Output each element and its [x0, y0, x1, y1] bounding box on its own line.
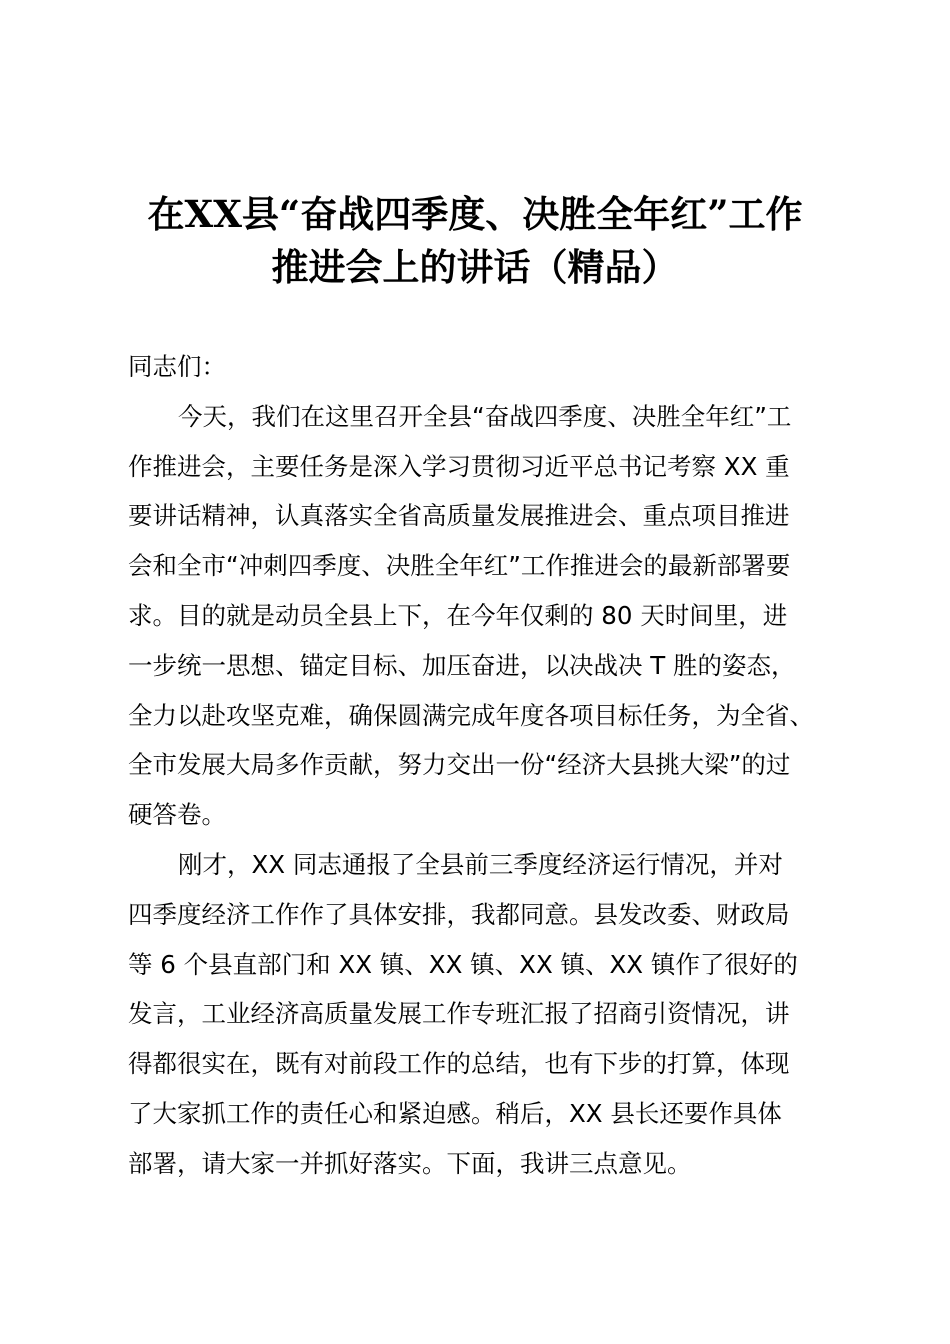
- document-body: [128, 342, 828, 1189]
- paragraph-2: [128, 840, 828, 1189]
- title-line-1: 在XX县“奋战四季度、决胜全年红”工作: [147, 192, 803, 236]
- paragraph-line: 发言，工业经济高质量发展工作专班汇报了招商引资情况，讲: [128, 999, 790, 1029]
- title-line-2: 推进会上的讲话（精品）: [271, 245, 679, 289]
- paragraph-line: 会和全市“冲刺四季度、决胜全年红”工作推进会的最新部署要: [128, 551, 791, 581]
- salutation: 同志们：: [128, 352, 226, 381]
- paragraph-line: 一步统一思想、锚定目标、加压奋进，以决战决 T 胜的姿态，: [128, 650, 796, 680]
- paragraph-line: 全市发展大局多作贡献，努力交出一份“经济大县挑大梁”的过: [128, 750, 791, 780]
- paragraph-line: 今天，我们在这里召开全县“奋战四季度、决胜全年红”工: [178, 401, 792, 431]
- paragraph-line: 刚才，XX 同志通报了全县前三季度经济运行情况，并对: [178, 849, 783, 879]
- paragraph-line: 硬答卷。: [128, 800, 226, 830]
- paragraph-1: [128, 392, 828, 840]
- paragraph-line: 求。目的就是动员全县上下，在今年仅剩的 80 天时间里，进: [128, 600, 788, 630]
- document-title: [100, 188, 850, 294]
- paragraph-line: 作推进会，主要任务是深入学习贯彻习近平总书记考察 XX 重: [128, 451, 790, 481]
- paragraph-line: 等 6 个县直部门和 XX 镇、XX 镇、XX 镇、XX 镇作了很好的: [128, 949, 798, 979]
- paragraph-line: 要讲话精神，认真落实全省高质量发展推进会、重点项目推进: [128, 501, 790, 531]
- paragraph-line: 部署，请大家一并抓好落实。下面，我讲三点意见。: [128, 1148, 692, 1178]
- paragraph-line: 得都很实在，既有对前段工作的总结，也有下步的打算，体现: [128, 1049, 790, 1079]
- paragraph-line: 了大家抓工作的责任心和紧迫感。稍后，XX 县长还要作具体: [128, 1098, 782, 1128]
- paragraph-line: 全力以赴攻坚克难，确保圆满完成年度各项目标任务，为全省、: [128, 700, 814, 730]
- paragraph-line: 四季度经济工作作了具体安排，我都同意。县发改委、财政局: [128, 899, 790, 929]
